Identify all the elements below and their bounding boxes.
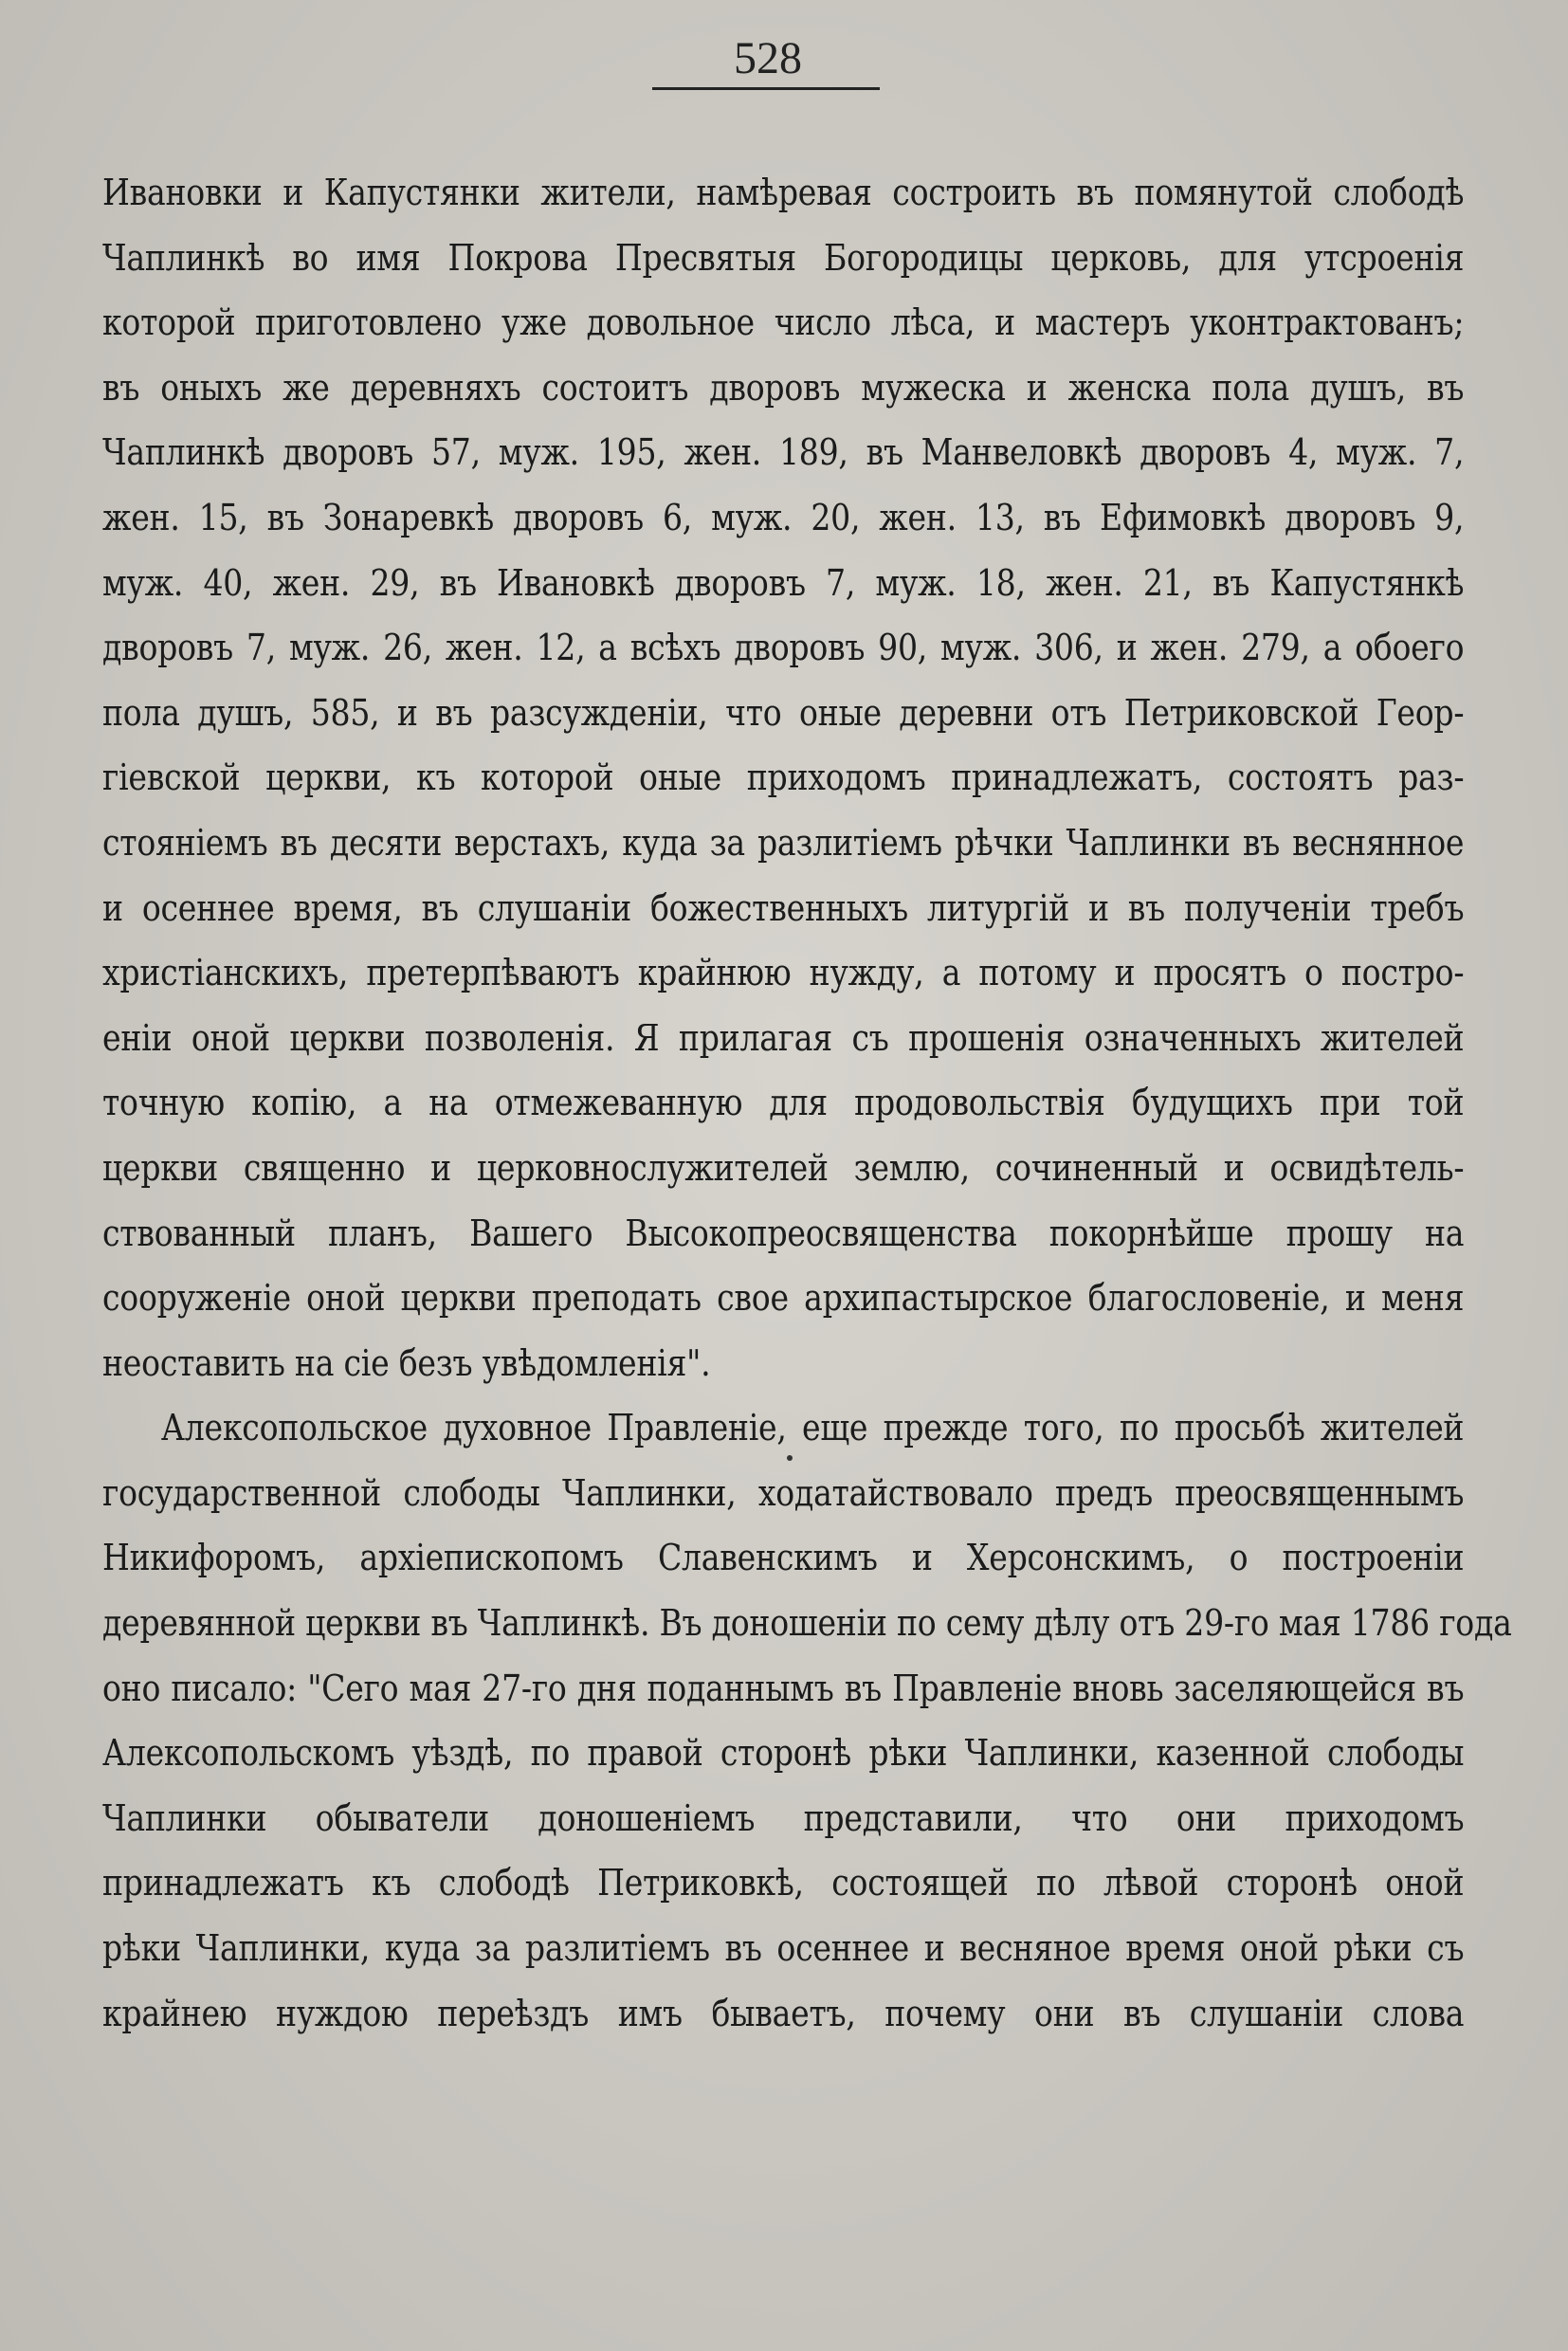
- text-line: ствованный планъ, Вашего Высокопреосвященства покорнѣйше прошу на: [102, 1212, 1465, 1255]
- text-line: муж. 40, жен. 29, въ Ивановкѣ дворовъ 7, муж. 18, жен. 21, въ Капустянкѣ: [102, 561, 1465, 605]
- text-line: принадлежатъ къ слободѣ Петриковкѣ, состоящей по лѣвой сторонѣ оной: [102, 1862, 1465, 1905]
- text-line: дворовъ 7, муж. 26, жен. 12, а всѣхъ дворовъ 90, муж. 306, и жен. 279, а обоего: [102, 627, 1465, 670]
- text-line: Чаплинкѣ во имя Покрова Пресвятыя Богородицы церковь, для утсроенія: [102, 236, 1465, 280]
- paragraph-1: [102, 161, 1464, 1396]
- text-line: стояніемъ въ десяти верстахъ, куда за разлитіемъ рѣчки Чаплинки въ веснянное: [102, 821, 1465, 865]
- text-line: Никифоромъ, архіепископомъ Славенскимъ и Херсонскимъ, о построеніи: [102, 1537, 1465, 1580]
- text-line: пола душъ, 585, и въ разсужденіи, что оные деревни отъ Петриковской Геор-: [102, 691, 1465, 735]
- paragraph-2: [102, 1396, 1512, 2047]
- text-line: гіевской церкви, къ которой оные приходомъ принадлежатъ, состоятъ раз-: [102, 756, 1465, 800]
- stray-dot: [787, 1455, 793, 1461]
- text-line: неоставить на сіе безъ увѣдомленія".: [102, 1341, 711, 1385]
- text-line: Алексопольское духовное Правленіе, еще прежде того, по просьбѣ жителей: [160, 1407, 1465, 1450]
- text-line: рѣки Чаплинки, куда за разлитіемъ въ осеннее и весняное время оной рѣки съ: [102, 1927, 1465, 1971]
- text-line: жен. 15, въ Зонаревкѣ дворовъ 6, муж. 20, жен. 13, въ Ефимовкѣ дворовъ 9,: [102, 496, 1465, 539]
- text-line: которой приготовлено уже довольное число лѣса, и мастеръ уконтрактованъ;: [102, 301, 1465, 345]
- page-number-underline: [652, 87, 880, 90]
- text-line: крайнею нуждою переѣздъ имъ бываетъ, почему они въ слушаніи слова: [102, 1992, 1465, 2035]
- text-line: еніи оной церкви позволенія. Я прилагая съ прошенія означенныхъ жителей: [102, 1016, 1465, 1060]
- text-line: Чаплинкѣ дворовъ 57, муж. 195, жен. 189, въ Манвеловкѣ дворовъ 4, муж. 7,: [102, 431, 1465, 475]
- text-line: государственной слободы Чаплинки, ходатайствовало предъ преосвященнымъ: [102, 1471, 1465, 1515]
- text-line: оно писало: "Сего мая 27-го дня поданнымъ въ Правленіе вновь заселяющейся въ: [102, 1667, 1465, 1710]
- text-line: деревянной церкви въ Чаплинкѣ. Въ доношеніи по сему дѣлу отъ 29-го мая 1786 года: [102, 1602, 1512, 1646]
- text-line: Ивановки и Капустянки жители, намѣревая состроить въ помянутой слободѣ: [102, 172, 1465, 214]
- text-line: и осеннее время, въ слушаніи божественныхъ литургій и въ полученіи требъ: [102, 886, 1465, 930]
- text-line: сооруженіе оной церкви преподать свое архипастырское благословеніе, и меня: [102, 1277, 1465, 1321]
- text-line: точную копію, а на отмежеванную для продовольствія будущихъ при той: [102, 1082, 1465, 1125]
- text-line: Чаплинки обыватели доношеніемъ представили, что они приходомъ: [102, 1796, 1465, 1840]
- text-line: церкви священно и церковнослужителей землю, сочиненный и освидѣтель-: [102, 1146, 1465, 1190]
- body-text: [102, 161, 1512, 2047]
- text-line: Алексопольскомъ уѣздѣ, по правой сторонѣ рѣки Чаплинки, казенной слободы: [102, 1732, 1465, 1776]
- text-line: въ оныхъ же деревняхъ состоитъ дворовъ мужеска и женска пола душъ, въ: [102, 366, 1465, 410]
- text-line: христіанскихъ, претерпѣваютъ крайнюю нужду, а потому и просятъ о постро-: [102, 952, 1465, 995]
- page-number: 528: [734, 33, 802, 83]
